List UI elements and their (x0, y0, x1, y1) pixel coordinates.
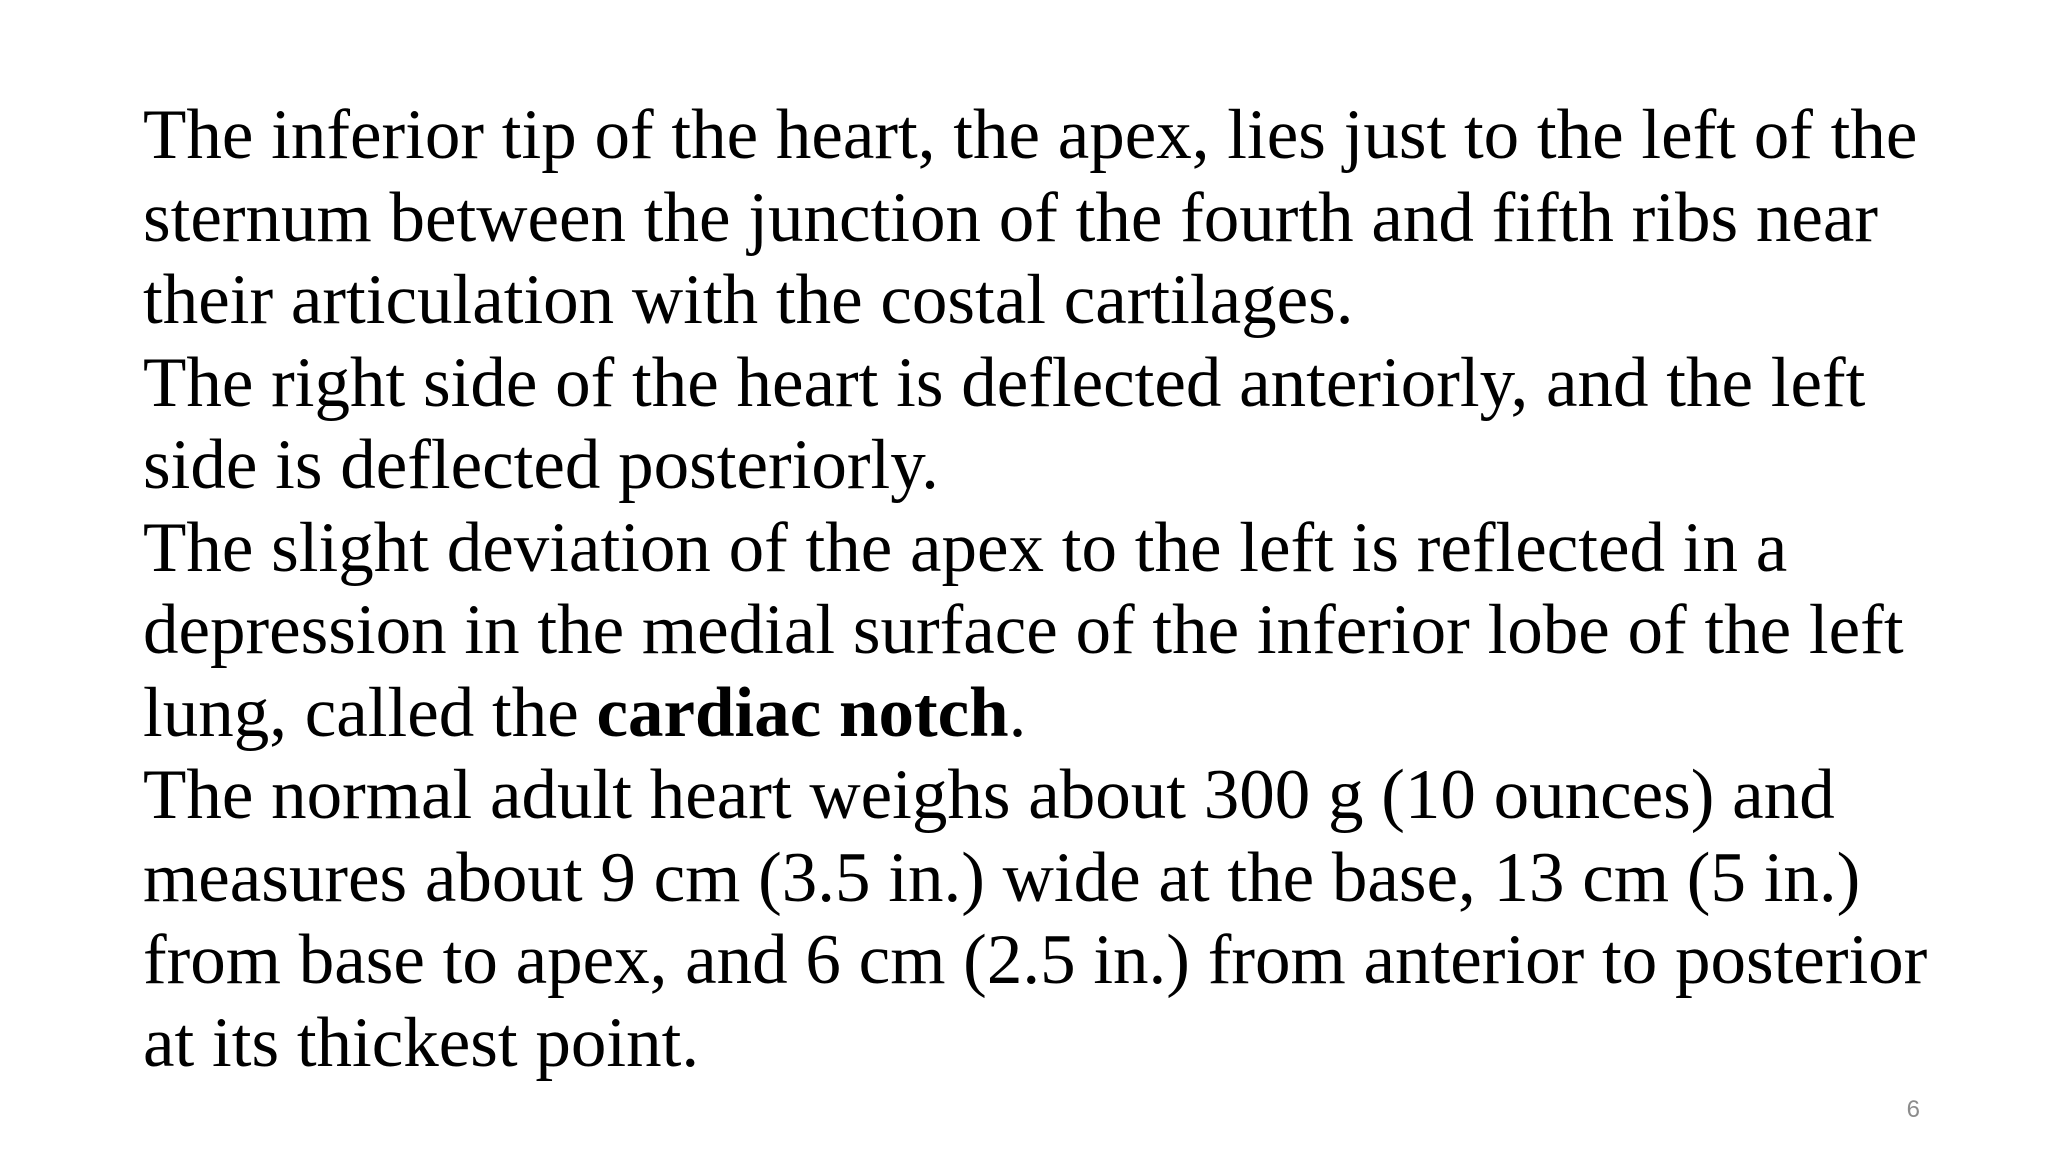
text-fragment: . (1008, 673, 1027, 752)
slide-body-text (143, 94, 1943, 1084)
text-line: The inferior tip of the heart, the apex, lies just to the left of the (143, 96, 1918, 174)
text-line: side is deflected posteriorly. (143, 426, 939, 504)
text-line: The slight deviation of the apex to the left is reflected in a (143, 508, 1788, 587)
text-line: measures about 9 cm (3.5 in.) wide at the base, 13 cm (5 in.) (143, 838, 1861, 917)
text-line: depression in the medial surface of the inferior lobe of the left (143, 591, 1904, 669)
text-fragment: lung, called the (143, 673, 597, 752)
paragraph-apex-location (143, 94, 1943, 342)
paragraph-cardiac-notch (143, 507, 1943, 755)
text-line: sternum between the junction of the fourth and fifth ribs near (143, 178, 1879, 257)
text-line: at its thickest point. (143, 1003, 700, 1082)
text-line: their articulation with the costal cartilages. (143, 261, 1354, 339)
text-line: The normal adult heart weighs about 300 g (10 ounces) and (143, 756, 1835, 834)
paragraph-heart-deflection (143, 342, 1943, 507)
paragraph-heart-size (143, 754, 1943, 1084)
bold-term-cardiac-notch: cardiac notch (596, 673, 1009, 752)
text-line: from base to apex, and 6 cm (2.5 in.) from anterior to posterior (143, 921, 1928, 999)
page-number: 6 (1906, 1096, 1920, 1123)
text-line: The right side of the heart is deflected anteriorly, and the left (143, 343, 1866, 422)
text-line-with-term (143, 672, 1943, 755)
